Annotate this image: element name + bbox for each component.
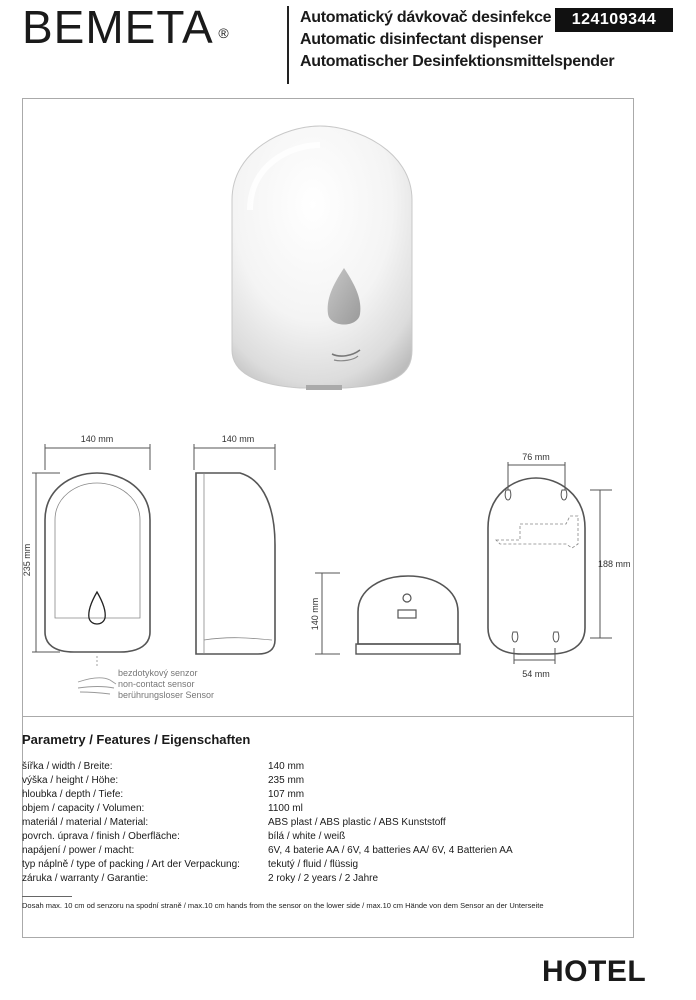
feature-value: 1100 ml [268,803,303,814]
side-width-dim: 140 mm [221,434,255,444]
brand-reg-mark: ® [218,25,230,41]
feature-row [22,844,622,858]
features-title: Parametry / Features / Eigenschaften [22,732,251,747]
feature-label: hloubka / depth / Tiefe: [22,789,124,800]
bottom-depth-dim: 140 mm [310,597,320,631]
feature-value: 2 roky / 2 years / 2 Jahre [268,873,379,884]
front-view-drawing [32,444,150,652]
title-de: Automatischer Desinfektionsmittelspender [300,53,615,70]
feature-label: typ náplně / type of packing / Art der Verpackung: [22,859,240,870]
feature-row [22,830,622,844]
back-height-dim: 188 mm [598,559,631,569]
feature-label: šířka / width / Breite: [22,761,113,772]
front-width-dim: 140 mm [80,434,114,444]
product-code: 124109344 [555,8,673,32]
feature-value: 235 mm [268,775,305,786]
feature-value: ABS plast / ABS plastic / ABS Kunststoff [268,817,446,828]
feature-label: materiál / material / Material: [22,817,149,828]
feature-value: 140 mm [268,761,305,772]
note-divider [22,896,72,897]
feature-value: 6V, 4 baterie AA / 6V, 4 batteries AA/ 6V, 4 Batterien AA [268,845,513,856]
bottom-view-drawing [315,573,460,654]
feature-row [22,760,622,774]
feature-row [22,858,622,872]
feature-label: napájení / power / macht: [22,845,135,856]
feature-label: záruka / warranty / Garantie: [22,873,149,884]
back-view-drawing [488,462,612,664]
sensor-label-de: berührungsloser Sensor [118,690,215,700]
side-view-drawing [194,444,275,654]
feature-label: povrch. úprava / finish / Oberfläche: [22,831,180,842]
feature-value: bílá / white / weiß [268,831,346,842]
title-en: Automatic disinfectant dispenser [300,31,543,48]
front-height-dim: 235 mm [22,543,32,577]
feature-row [22,802,622,816]
back-top-dim: 76 mm [522,452,550,462]
brand-name: BEMETA [22,1,214,53]
title-cz: Automatický dávkovač desinfekce [300,9,552,26]
back-bottom-dim: 54 mm [522,669,550,679]
section-separator [22,716,634,717]
sensor-label-en: non-contact sensor [118,679,195,689]
front-drop-icon [89,592,105,624]
product-photo [232,126,412,390]
feature-row [22,774,622,788]
category-label: HOTEL [542,955,647,988]
feature-row [22,788,622,802]
feature-label: objem / capacity / Volumen: [22,803,145,814]
sensor-label-cz: bezdotykový senzor [118,668,198,678]
feature-row [22,816,622,830]
sensor-hand-icon [78,656,116,694]
feature-label: výška / height / Höhe: [22,775,119,786]
feature-row [22,872,622,886]
feature-value: tekutý / fluid / flüssig [268,859,359,870]
usage-note: Dosah max. 10 cm od senzoru na spodní straně / max.10 cm hands from the sensor on the lower side / max.10 cm Hände von dem Sensor an der Unterseite [22,901,544,910]
feature-value: 107 mm [268,789,305,800]
